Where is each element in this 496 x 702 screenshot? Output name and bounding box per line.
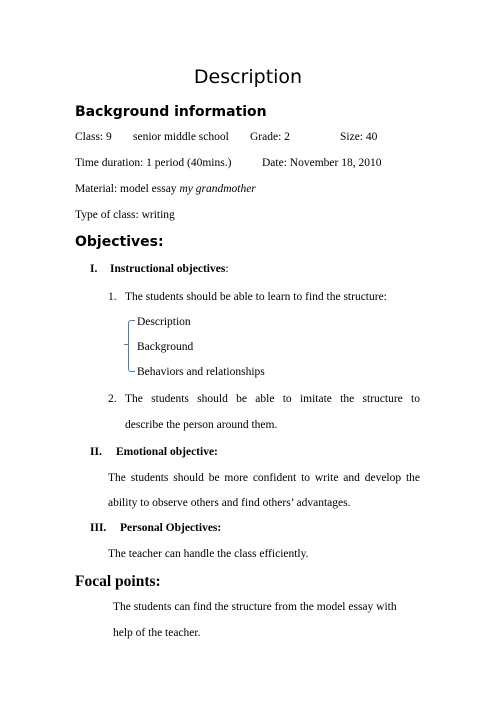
item-1-number: 1. (108, 291, 117, 303)
focal-points-heading: Focal points: (75, 573, 161, 590)
section-i-heading (110, 263, 229, 275)
material-label: Material: model essay (75, 183, 180, 195)
duration-label: Time duration: 1 period (40mins.) (75, 157, 232, 169)
section-i-suffix: : (225, 263, 229, 275)
structure-item-behaviors: Behaviors and relationships (137, 366, 265, 378)
background-heading: Background information (75, 104, 267, 120)
class-type-label: Type of class: writing (75, 209, 175, 221)
school-label: senior middle school (133, 131, 229, 143)
focal-line-2: help of the teacher. (113, 627, 201, 639)
date-label: Date: November 18, 2010 (262, 157, 382, 169)
section-iii-title: Personal Objectives: (120, 522, 222, 534)
section-ii-title: Emotional objective: (116, 446, 218, 458)
item-1-text: The students should be able to learn to find the structure: (125, 291, 387, 303)
item-2-text: The students should be able to imitate the structure to (125, 393, 420, 405)
material-line (75, 183, 256, 195)
section-i-title: Instructional objectives (110, 263, 226, 275)
item-2-number: 2. (108, 393, 117, 405)
section-ii-line-1: The students should be more confident to write and develop the (108, 472, 420, 484)
section-ii-line-2: ability to observe others and find others’ advantages. (108, 497, 351, 509)
structure-bracket (128, 320, 135, 372)
grade-label: Grade: 2 (250, 131, 290, 143)
section-iii-line-1: The teacher can handle the class efficiently. (108, 548, 309, 560)
structure-item-background: Background (137, 341, 194, 353)
material-title: my grandmother (179, 183, 256, 195)
section-ii-numeral: II. (90, 446, 102, 458)
size-label: Size: 40 (340, 131, 378, 143)
section-iii-numeral: III. (90, 522, 107, 534)
item-2-continuation: describe the person around them. (125, 419, 278, 431)
class-label: Class: 9 (75, 131, 112, 143)
section-i-numeral: I. (90, 263, 98, 275)
objectives-heading: Objectives: (75, 234, 164, 250)
structure-bracket-tick (124, 344, 128, 345)
structure-item-description: Description (137, 316, 191, 328)
page-title: Description (193, 66, 303, 88)
focal-line-1: The students can find the structure from the model essay with (113, 601, 397, 613)
